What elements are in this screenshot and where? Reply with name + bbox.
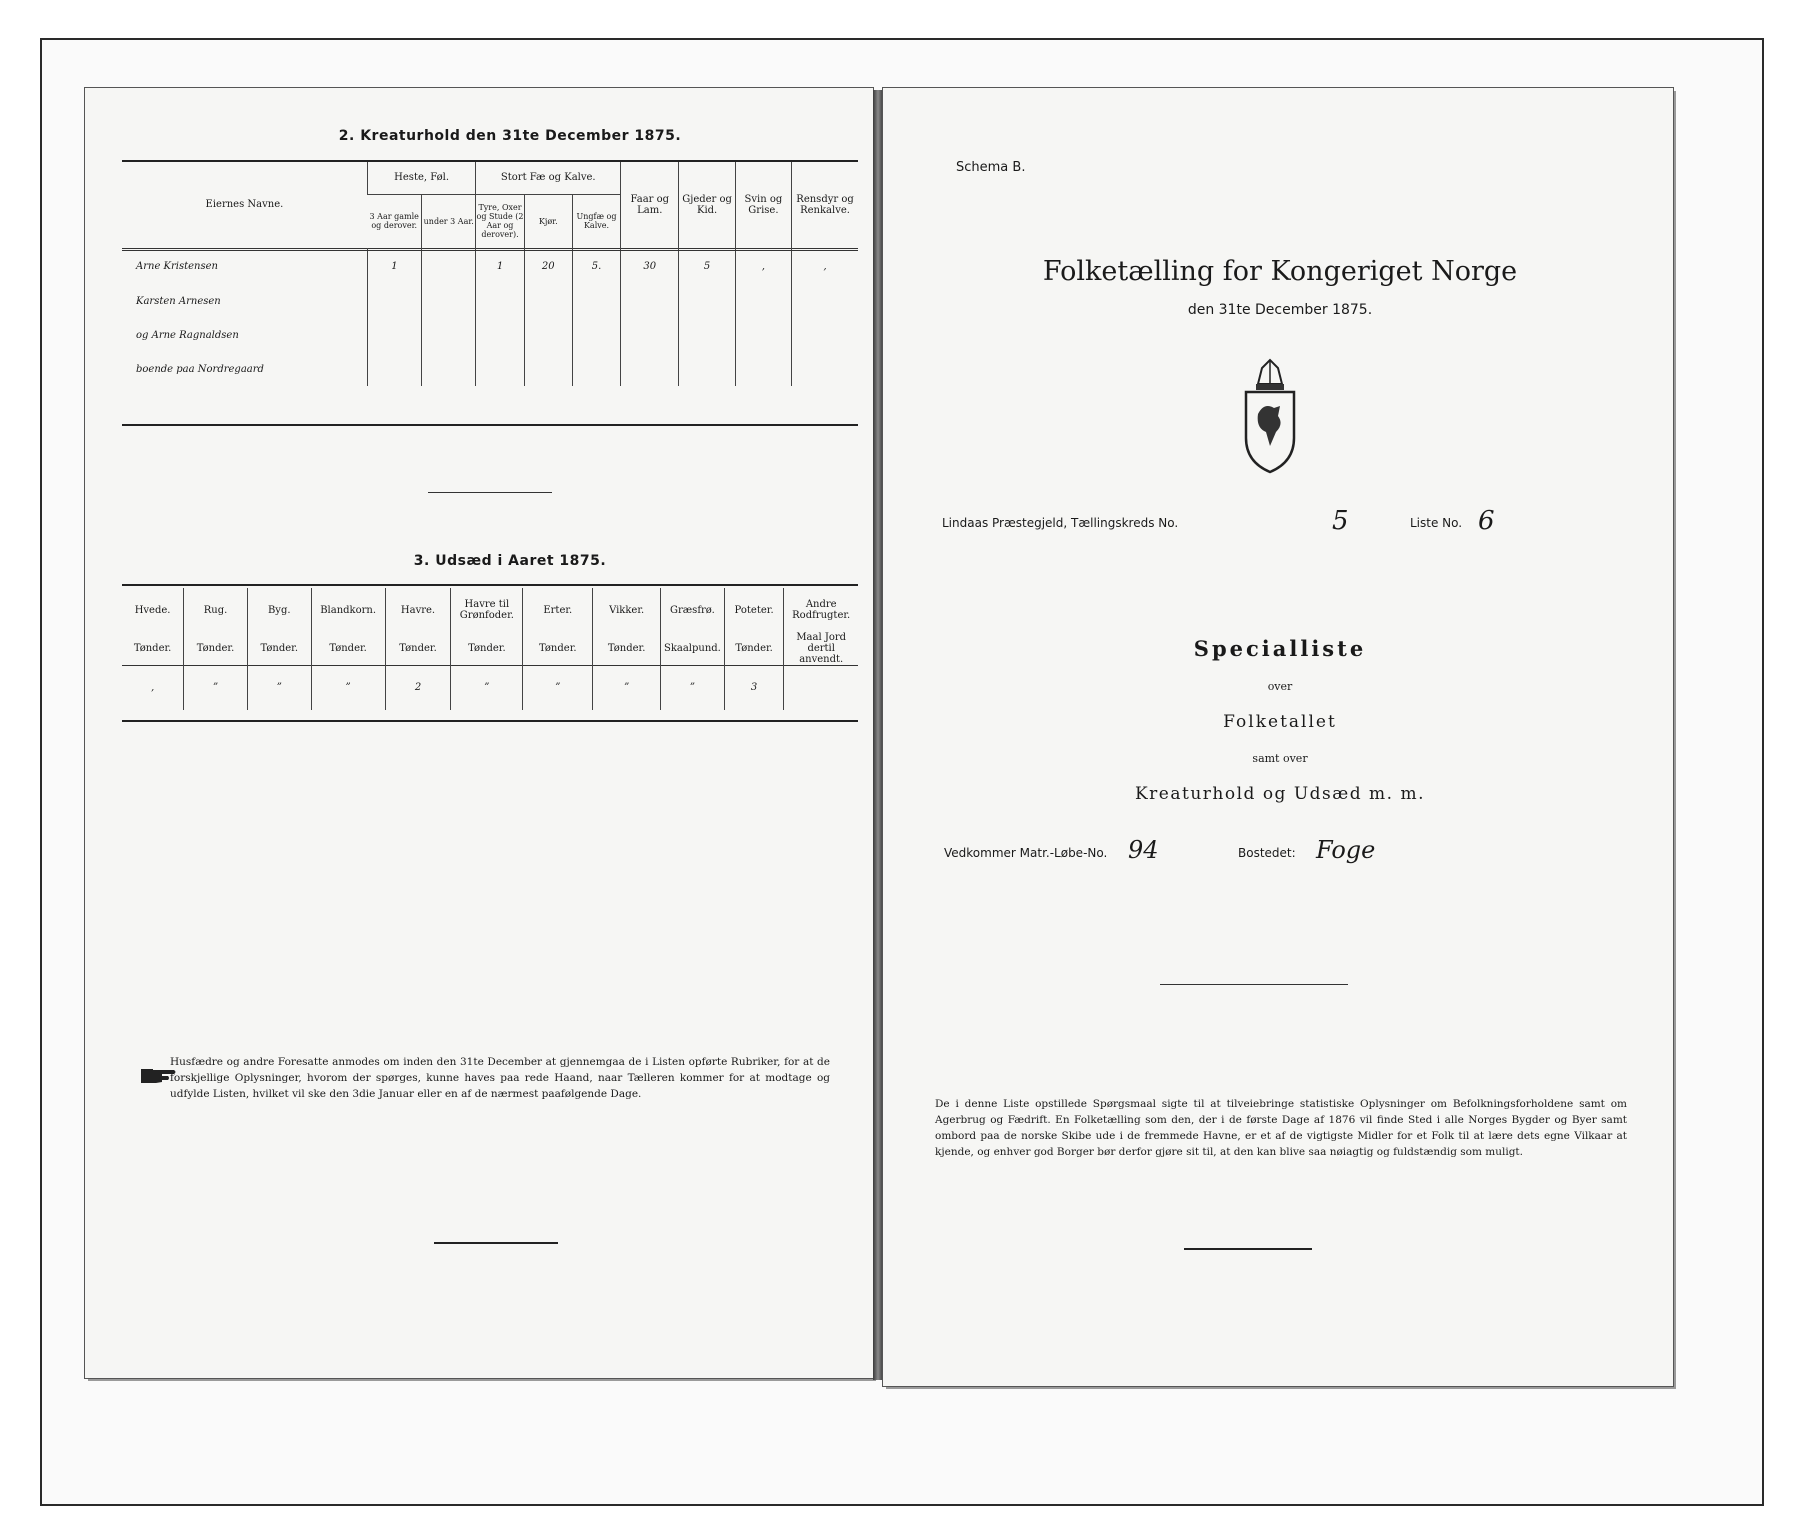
seed-value: ” bbox=[247, 666, 311, 710]
right-separator-rule bbox=[1160, 984, 1348, 985]
folketallet-text: Folketallet bbox=[1223, 712, 1337, 732]
schema-label: Schema B. bbox=[956, 160, 1026, 175]
seed-unit: Tønder. bbox=[133, 643, 172, 654]
table3-bottom-rule bbox=[122, 720, 858, 722]
bosted-value: Foge bbox=[1316, 836, 1376, 864]
stort-fae-group-header: Stort Fæ og Kalve. bbox=[476, 162, 621, 194]
seed-header: Havre. bbox=[385, 588, 451, 632]
sub-header-heste-old: 3 Aar gamle og derover. bbox=[369, 212, 419, 230]
seed-header: Erter. bbox=[523, 588, 593, 632]
seed-unit: Maal Jord dertil anvendt. bbox=[784, 632, 858, 666]
seed-value: 3 bbox=[724, 666, 784, 710]
seed-value: ” bbox=[451, 666, 523, 710]
seed-unit: Tønder. bbox=[593, 632, 661, 666]
specialliste-heading: Specialliste bbox=[1193, 636, 1367, 661]
cell-gjeder: 5 bbox=[679, 248, 735, 284]
cell-svin: ‚ bbox=[735, 248, 791, 284]
section3-title: 3. Udsæd i Aaret 1875. bbox=[413, 553, 607, 569]
cell-ungfae: 5. bbox=[572, 248, 620, 284]
over-text: over bbox=[1267, 680, 1293, 693]
sub-header-kjor: Kjør. bbox=[524, 194, 572, 248]
samt-over-text: samt over bbox=[1252, 752, 1308, 765]
seed-value: ” bbox=[523, 666, 593, 710]
seed-header: Poteter. bbox=[724, 588, 784, 632]
cell-kjor: 20 bbox=[524, 248, 572, 284]
seed-header: Rug. bbox=[184, 588, 248, 632]
rensdyr-header: Rensdyr og Renkalve. bbox=[792, 162, 858, 248]
book-spine bbox=[873, 90, 883, 1380]
heste-group-header: Heste, Føl. bbox=[367, 162, 476, 194]
owner-residence-note: boende paa Nordregaard bbox=[136, 363, 264, 375]
cell-heste-old: 1 bbox=[367, 248, 421, 284]
seed-unit: Tønder. bbox=[184, 632, 248, 666]
seed-unit: Tønder. bbox=[311, 632, 385, 666]
seed-unit: Tønder. bbox=[451, 632, 523, 666]
livestock-table bbox=[122, 162, 858, 386]
matr-number: 94 bbox=[1128, 836, 1159, 864]
seed-value: 2 bbox=[385, 666, 451, 710]
svin-header: Svin og Grise. bbox=[735, 162, 791, 248]
cell-heste-young bbox=[422, 248, 476, 284]
cell-rensdyr: ‚ bbox=[792, 248, 858, 284]
sub-header-ungfae: Ungfæ og Kalve. bbox=[572, 194, 620, 248]
seed-value: ” bbox=[593, 666, 661, 710]
left-end-rule bbox=[434, 1242, 558, 1244]
right-notice: De i denne Liste opstillede Spørgsmaal sigte til at tilveiebringe statistiske Oplysninger om Befolkningsforholdene samt om Agerbrug og Fædrift. En Folketælling som den, der i de første Dage af 1876 vil finde Sted i alle Norges Bygder og Byer samt ombord paa de norske Skibe ude i de fremmede Havne, er et af de vigtigste Midler for et Folk til at lære dets egne Vilkaar at kjende, og enhver god Borger bør derfor gjøre sit til, at den kan blive saa nøiagtig og fuldstændig som muligt. bbox=[935, 1098, 1627, 1158]
seed-unit: Tønder. bbox=[247, 632, 311, 666]
seed-header: Vikker. bbox=[593, 588, 661, 632]
seed-header: Blandkorn. bbox=[311, 588, 385, 632]
table2-bottom-rule bbox=[122, 424, 858, 426]
seed-header: Hvede. bbox=[134, 604, 171, 616]
norway-coat-of-arms-icon bbox=[1240, 358, 1300, 480]
bosted-label: Bostedet: bbox=[1238, 846, 1296, 860]
liste-number: 6 bbox=[1478, 506, 1495, 536]
seed-table bbox=[122, 588, 858, 710]
seed-value bbox=[784, 666, 858, 710]
seed-value: ” bbox=[184, 666, 248, 710]
owner-name: og Arne Ragnaldsen bbox=[136, 329, 239, 341]
section2-title: 2. Kreaturhold den 31te December 1875. bbox=[338, 128, 682, 144]
left-notice: Husfædre og andre Foresatte anmodes om inden den 31te December at gjennemgaa de i Listen opførte Rubriker, for at de forskjellige Oplysninger, hvorom der spørges, kunne haves paa rede Haand, naar Tælleren kommer for at modtage og udfylde Listen, hvilket vil ske den 3die Januar eller en af de nærmest paafølgende Dage. bbox=[170, 1056, 830, 1100]
cell-tyre: 1 bbox=[476, 248, 524, 284]
owner-name: Karsten Arnesen bbox=[136, 295, 221, 307]
seed-value: ” bbox=[311, 666, 385, 710]
census-title: Folketælling for Kongeriget Norge bbox=[1042, 256, 1518, 287]
table3-top-rule bbox=[122, 584, 858, 586]
seed-value: ‚ bbox=[150, 682, 155, 694]
seed-header: Byg. bbox=[247, 588, 311, 632]
census-date: den 31te December 1875. bbox=[1187, 302, 1373, 318]
seed-unit: Tønder. bbox=[724, 632, 784, 666]
table2-header-rule bbox=[122, 250, 858, 251]
cell-faar: 30 bbox=[621, 248, 679, 284]
owner-name: Arne Kristensen bbox=[136, 260, 218, 272]
tellingskreds-number: 5 bbox=[1332, 506, 1349, 536]
seed-header: Andre Rodfrugter. bbox=[784, 588, 858, 632]
matr-label: Vedkommer Matr.-Løbe-No. bbox=[944, 846, 1108, 860]
gjeder-header: Gjeder og Kid. bbox=[679, 162, 735, 248]
right-end-rule bbox=[1184, 1248, 1312, 1250]
liste-label: Liste No. bbox=[1410, 516, 1463, 530]
prestegjeld-label: Lindaas Præstegjeld, Tællingskreds No. bbox=[942, 516, 1179, 530]
seed-header: Havre til Grønfoder. bbox=[451, 588, 523, 632]
seed-unit: Tønder. bbox=[385, 632, 451, 666]
seed-value: ” bbox=[661, 666, 725, 710]
sub-header-heste-young: under 3 Aar. bbox=[422, 194, 476, 248]
faar-header: Faar og Lam. bbox=[621, 162, 679, 248]
seed-header: Græsfrø. bbox=[661, 588, 725, 632]
kreaturhold-text: Kreaturhold og Udsæd m. m. bbox=[1134, 784, 1425, 804]
seed-unit: Tønder. bbox=[523, 632, 593, 666]
seed-unit: Skaalpund. bbox=[661, 632, 725, 666]
owner-header: Eiernes Navne. bbox=[205, 199, 284, 211]
separator-rule bbox=[428, 492, 552, 493]
sub-header-tyre: Tyre, Oxer og Stude (2 Aar og derover). bbox=[476, 194, 524, 248]
